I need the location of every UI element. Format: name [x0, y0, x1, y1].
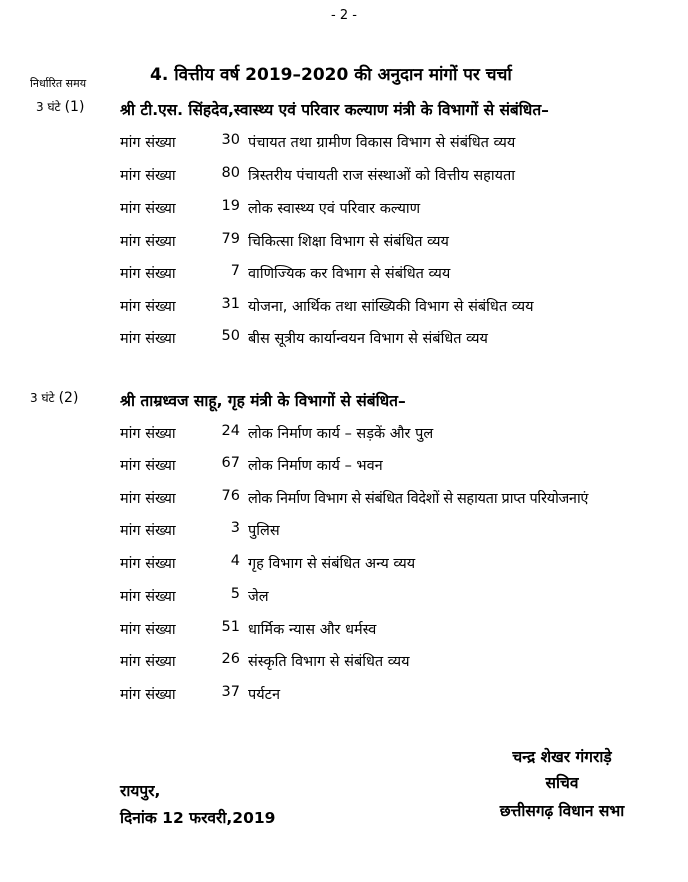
- demand-number: 37: [221, 684, 240, 700]
- place: रायपुर,: [120, 782, 161, 800]
- demand-description: लोक निर्माण कार्य – सड़कें और पुल: [248, 426, 434, 442]
- demand-label: मांग संख्या: [120, 426, 176, 442]
- demand-number: 4: [230, 553, 240, 569]
- demand-description: संस्कृति विभाग से संबंधित व्यय: [248, 654, 410, 670]
- demand-label: मांग संख्या: [120, 458, 176, 474]
- demand-label: मांग संख्या: [120, 234, 176, 250]
- signatory-designation: सचिव: [545, 774, 579, 792]
- demand-label: मांग संख्या: [120, 622, 176, 638]
- date: दिनांक 12 फरवरी,2019: [120, 809, 276, 827]
- section-number: (2): [58, 390, 79, 406]
- demand-description: लोक निर्माण कार्य – भवन: [248, 458, 383, 474]
- demand-description: पंचायत तथा ग्रामीण विकास विभाग से संबंधित व्यय: [248, 135, 516, 151]
- demand-label: मांग संख्या: [120, 168, 176, 184]
- page-heading: 4. वित्तीय वर्ष 2019–2020 की अनुदान मांगों पर चर्चा: [150, 65, 512, 85]
- demand-number: 30: [221, 132, 240, 148]
- demand-description: लोक स्वास्थ्य एवं परिवार कल्याण: [248, 201, 421, 217]
- allocated-time-label: निर्धारित समय: [30, 77, 87, 90]
- page-number: - 2 -: [331, 8, 357, 23]
- demand-number: 5: [230, 586, 240, 602]
- demand-description: चिकित्सा शिक्षा विभाग से संबंधित व्यय: [248, 234, 449, 250]
- demand-description: पुलिस: [248, 523, 280, 539]
- demand-number: 51: [221, 619, 240, 635]
- demand-number: 76: [221, 488, 240, 504]
- section-number: (1): [64, 99, 85, 115]
- demand-label: मांग संख्या: [120, 135, 176, 151]
- demand-number: 67: [221, 455, 240, 471]
- demand-label: मांग संख्या: [120, 556, 176, 572]
- demand-description: पर्यटन: [248, 687, 281, 703]
- demand-description: त्रिस्तरीय पंचायती राज संस्थाओं को वित्तीय सहायता: [248, 168, 516, 184]
- demand-number: 24: [221, 423, 240, 439]
- section-1-time: [36, 98, 84, 115]
- section-time: 3 घंटे: [36, 100, 61, 114]
- demand-number: 3: [230, 520, 240, 536]
- demand-label: मांग संख्या: [120, 589, 176, 605]
- demand-description: धार्मिक न्यास और धर्मस्व: [248, 622, 377, 638]
- demand-description: गृह विभाग से संबंधित अन्य व्यय: [248, 556, 416, 572]
- demand-label: मांग संख्या: [120, 687, 176, 703]
- demand-label: मांग संख्या: [120, 299, 176, 315]
- section-time: 3 घंटे: [30, 391, 55, 405]
- demand-label: मांग संख्या: [120, 266, 176, 282]
- demand-description: लोक निर्माण विभाग से संबंधित विदेशों से सहायता प्राप्त परियोजनाएं: [248, 491, 589, 507]
- demand-number: 19: [221, 198, 240, 214]
- demand-label: मांग संख्या: [120, 654, 176, 670]
- section-2-time: [30, 389, 78, 406]
- demand-label: मांग संख्या: [120, 491, 176, 507]
- demand-number: 50: [221, 328, 240, 344]
- signatory-name: चन्द्र शेखर गंगराड़े: [512, 748, 612, 766]
- section-1-minister: श्री टी.एस. सिंहदेव,स्वास्थ्य एवं परिवार कल्याण मंत्री के विभागों से संबंधित–: [120, 101, 549, 119]
- demand-description: बीस सूत्रीय कार्यान्वयन विभाग से संबंधित व्यय: [248, 331, 488, 347]
- demand-number: 26: [221, 651, 240, 667]
- demand-description: वाणिज्यिक कर विभाग से संबंधित व्यय: [248, 266, 451, 282]
- demand-label: मांग संख्या: [120, 201, 176, 217]
- demand-number: 80: [221, 165, 240, 181]
- demand-number: 31: [221, 296, 240, 312]
- demand-number: 79: [221, 231, 240, 247]
- demand-number: 7: [230, 263, 240, 279]
- signatory-office: छत्तीसगढ़ विधान सभा: [499, 802, 625, 820]
- demand-description: योजना, आर्थिक तथा सांख्यिकी विभाग से संबंधित व्यय: [248, 299, 534, 315]
- demand-description: जेल: [248, 589, 269, 605]
- demand-label: मांग संख्या: [120, 523, 176, 539]
- demand-label: मांग संख्या: [120, 331, 176, 347]
- section-2-minister: श्री ताम्रध्वज साहू, गृह मंत्री के विभागों से संबंधित–: [120, 392, 406, 410]
